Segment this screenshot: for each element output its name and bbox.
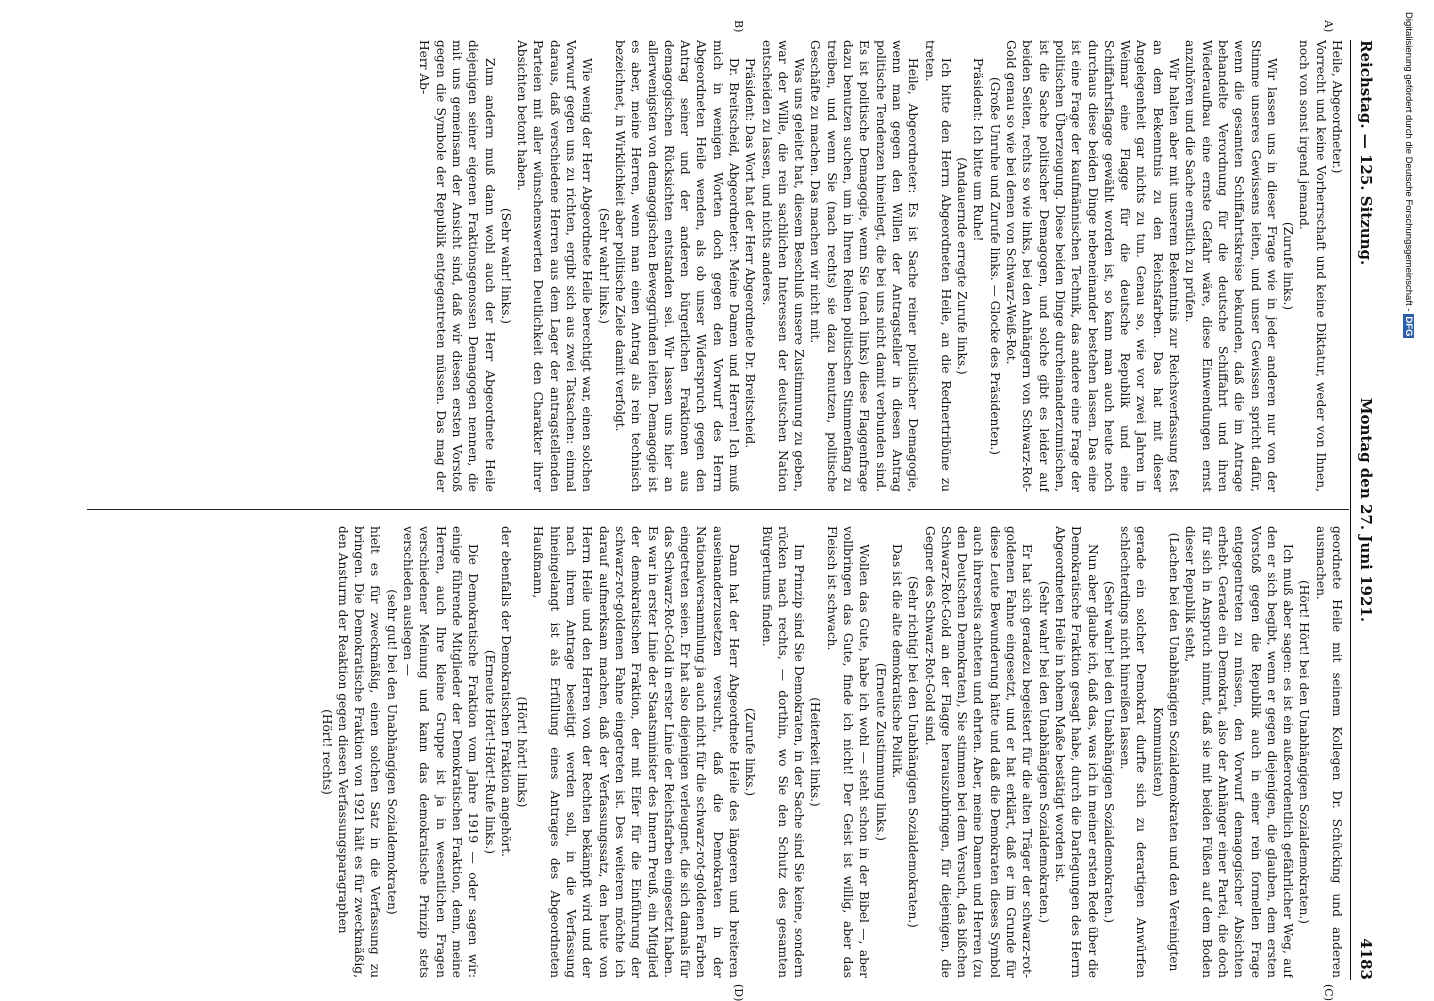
margin-mark-a: A) [1322,20,1335,33]
paragraph: (Hört! rechts) [319,709,334,795]
left-column [90,40,1345,492]
paragraph: Die Demokratische Fraktion vom Jahre 1919 — oder sagen wir: einige führende Mitglieder der Demokratischen Fraktion, denn, meine Herren, auch Ihre kleine Gruppe ist ja in wesentlichen Fragen verschiedener Meinung und kann das demokratische Prinzip stets verschieden auslegen — [401,526,481,978]
paragraph: Nun aber glaube ich, daß das, was ich in meiner ersten Rede über die Demokratische Fraktion gesagt habe, durch die Darlegungen des Herrn Abgeordneten Heile in hohem Maße bestätigt worden ist. [1052,526,1100,978]
paragraph: der ebenfalls der Demokratischen Fraktion angehört. [498,526,513,857]
paragraph: hielt es für zweckmäßig, einen solchen Satz in die Verfassung zu bringen. Die Demokratische Fraktion von 1921 hält es für zweckmäßig, den Ansturm der Reaktion gegen diesen Verfassungsparagraphen [335,526,383,978]
paragraph: (Hört! Hört! bei den Unabhängigen Sozialdemokraten.) [1297,580,1312,924]
paragraph: (Sehr richtig! bei den Unabhängigen Sozialdemokraten.) [906,576,921,928]
paragraph: (Sehr wahr! bei den Unabhängigen Sozialdemokraten.) [1101,580,1116,924]
dfg-logo: DFG [1403,316,1414,337]
paragraph: (sehr gut! bei den Unabhängigen Sozialdemokraten) [384,589,399,915]
paragraph: Ich muß aber sagen: es ist ein außerordentlich gefährlicher Weg, auf den er sich begibt, wenn er gegen diejenigen, die glauben, dem ersten Vorstoß gegen die Republik auch in einer rein formellen Frage entgegentreten zu müssen, den Vorwurf demagogischer Absichten erhebt. Gerade ein Demokrat, also der Anhänger einer Partei, die doch für sich in Anspruch nimmt, daß sie mit beiden Füßen auf dem Boden dieser Republik steht, [1183,526,1296,978]
paragraph: Zum andern muß dann wohl auch der Herr Abgeordnete Heile diejenigen seiner eigenen Fraktionsgenossen Demagogen nennen, die mit uns gemeinsam der Ansicht sind, daß wir diesen ersten Vorstoß gegen die Symbole der Republik entgegentreten müssen. Das mag der Herr Ab- [417,40,497,492]
column-divider [87,509,1349,510]
paragraph: (Sehr wahr! links.) [596,208,611,324]
paragraph: (Erneute Zustimmung links.) [873,662,888,842]
credit-text: Digitalisierung gefördert durch die Deutsche Forschungsgemeinschaft - [1403,12,1414,312]
margin-mark-c: (C) [1322,984,1335,1001]
header-left: Reichstag. — 125. Sitzung. [1357,40,1375,266]
paragraph: (Zurufe links.) [743,707,758,797]
paragraph: (Andauernde erregte Zurufe links.) [955,157,970,375]
paragraph: Heile, Abgeordneter.) [1330,40,1344,174]
paragraph: Das ist die alte demokratische Politik. [889,544,904,779]
paragraph: Ich bitte den Herrn Abgeordneten Heile, an die Rednertribüne zu treten. [922,40,953,492]
paragraph: (Hört! hört! links) [515,696,530,808]
margin-mark-b: B) [732,20,745,33]
paragraph: Präsident: Ich bitte um Ruhe! [971,58,986,242]
paragraph: Wir halten aber mit unserem Bekenntnis zur Reichsverfassung fest an dem Bekenntnis zu den Reichsfarben. Das hat mit dieser Angelegenheit gar nichts zu tun. Genau so, wie vor zwei Jahren in Weimar eine Flagge für die deutsche Republik und eine Schiffahrtsflagge gewählt worden ist, so kann man auch heute noch durchaus diese beiden Dinge nebeneinander bestehen lassen. Das eine ist eine Frage der kaufmännischen Technik, das andere eine Frage der politischen Überzeugung. Diese beiden Dinge durcheinanderzumischen, ist die Sache politischer Demagogen, und solche gibt es leider auf beiden Seiten, rechts so wie links, bei den Anhängern von Schwarz-Rot-Gold genau so wie bei denen von Schwarz-Weiß-Rot. [1004,40,1182,492]
paragraph: (Sehr wahr! bei den Unabhängigen Sozialdemokraten.) [1036,580,1051,924]
right-column [90,526,1345,978]
paragraph: (Große Unruhe und Zurufe links. — Glocke des Präsidenten.) [987,77,1002,455]
paragraph: Wir lassen uns in dieser Frage wie in jeder anderen nur von der Stimme unseres Gewissens leiten, und unser Gewissen spricht dafür, wenn die gesamten Schiffahrtskreise bekunden, daß die im Antrage behandelte Verordnung für die deutsche Schiffahrt und ihren Wiederaufbau eine ernste Gefahr wäre, diese Einwendungen ernst anzuhören und die Sache ernstlich zu prüfen. [1183,40,1279,492]
paragraph: (Zurufe links.) [1281,221,1296,311]
paragraph: Heile, Abgeordneter: Es ist Sache reiner politischer Demagogie, wenn man gegen den Willen der Antragsteller in diesen Antrag politische Tendenzen hineinlegt, die bei uns nicht damit verbunden sind. Es ist politische Demagogie, wenn Sie (nach links) diese Flaggenfrage dazu benutzen suchen, um in Ihren Reihen politischen Stimmenfang zu treiben, und wenn Sie (nach rechts) sie dazu benutzen, politische Geschäfte zu machen. Das machen wir nicht mit. [808,40,921,492]
paragraph: Präsident: Das Wort hat der Herr Abgeordnete Dr. Breitscheid. [743,58,758,449]
paragraph: Dann hat der Herr Abgeordnete Heile des längeren und breiteren auseinanderzusetzen versucht, daß die Demokraten in der Nationalversammlung ja auch nicht für die schwarz-rot-goldenen Farben eingetreten seien. Er hat also diejenigen verleugnet, die sich damals für das Schwarz-Rot-Gold in erster Linie der Reichsfarben eingesetzt haben. Es war in erster Linie der Staatsminister des Innern Preuß, ein Mitglied der demokratischen Fraktion, der mit Eifer für die Einführung der schwarz-rot-goldenen Fahne eingetreten ist. Des weiteren möchte ich darauf aufmerksam machen, daß der Verfassungssatz, den heute von Herrn Heile und den Herren von der Rechten bekämpft wird und der nach ihrem Antrage beseitigt werden soll, in die Verfassung hineingelangt ist als Erfüllung eines Antrages des Abgeordneten Haußmann, [531,526,742,978]
header-date: Montag den 27. Juni 1921. [1357,397,1375,623]
paragraph: Wollen das Gute, habe ich wohl — steht schon in der Bibel —, aber vollbringen das Gute, finde ich nicht! Der Geist ist willig, aber das Fleisch ist schwach. [824,526,872,978]
newspaper-page [85,20,1375,1001]
paragraph: geordnete Heile mit seinem Kollegen Dr. Schücking und anderen ausmachen. [1313,526,1344,978]
paragraph: Im Prinzip sind Sie Demokraten, in der Sache sind Sie keine, sondern rücken nach rechts, — dorthin, wo Sie den Schutz des gesamten Bürgertums finden. [759,526,807,978]
header-rule [1350,40,1351,980]
paragraph: Vorrecht und keine Vorherrschaft und keine Diktatur, weder von Ihnen, noch von sonst irgend jemand. [1297,40,1328,492]
dfg-credit [1400,12,1414,992]
paragraph: Wie wenig der Herr Abgeordnete Heile berechtigt war, einen solchen Vorwurf gegen uns zu richten, ergibt sich aus zwei Tatsachen: einmal daraus, daß verschiedene Herren aus dem Lager der antragstellenden Parteien mit aller wünschenswerten Deutlichkeit den Charakter ihrer Absichten betont haben. [515,40,595,492]
page-header [1351,40,1375,980]
paragraph: (Lachen bei den Unabhängigen Sozialdemokraten und den Vereinigten Kommunisten) [1150,532,1182,972]
paragraph: Was uns geleitet hat, diesem Beschluß unsere Zustimmung zu geben, war der Wille, die rein sachlichen Interessen der deutschen Nation entscheiden zu lassen, und nichts anderes. [759,40,807,492]
paragraph: gerade ein solcher Demokrat durfte sich zu derartigen Anwürfen schlechterdings nicht hinreißen lassen. [1118,526,1149,978]
paragraph: Er hat sich geradezu begeistert für die alten Träger der schwarz-rot-goldenen Fahne eingesetzt, und er hat erklärt, daß er im Grunde für diese Leute Bewunderung hätte und daß die Demokraten dieses Symbol auch ihrerseits achteten und ehrten. Aber, meine Damen und Herren (zu den Deutschen Demokraten), Sie stimmen bei dem Versuch, das bißchen Schwarz-Rot-Gold an der Flagge herauszubringen, für diejenigen, die Gegner des Schwarz-Rot-Gold sind. [922,526,1035,978]
margin-mark-d: (D) [732,984,745,1001]
paragraph: (Erneute Hört!-Hört!-Rufe links.) [482,649,497,855]
paragraph: Dr. Breitscheid, Abgeordneter: Meine Damen und Herren! Ich muß mich in wenigen Worten doch gegen den Vorwurf des Herrn Abgeordneten Heile wenden, als ob unser Widerspruch gegen den Antrag seiner und der anderen bürgerlichen Fraktionen aus demagogischen Rücksichten entstanden sei. Wir lassen uns hier an allerwenigsten von demagogischen Beweggründen leiten. Demagogie ist es aber, meine Herren, wenn man einen Antrag als rein technisch bezeichnet, in Wirklichkeit aber politische Ziele damit verfolgt. [612,40,742,492]
paragraph: (Sehr wahr! links.) [498,208,513,324]
paragraph: (Heiterkeit links.) [808,697,823,807]
page-number: 4183 [1357,938,1375,980]
